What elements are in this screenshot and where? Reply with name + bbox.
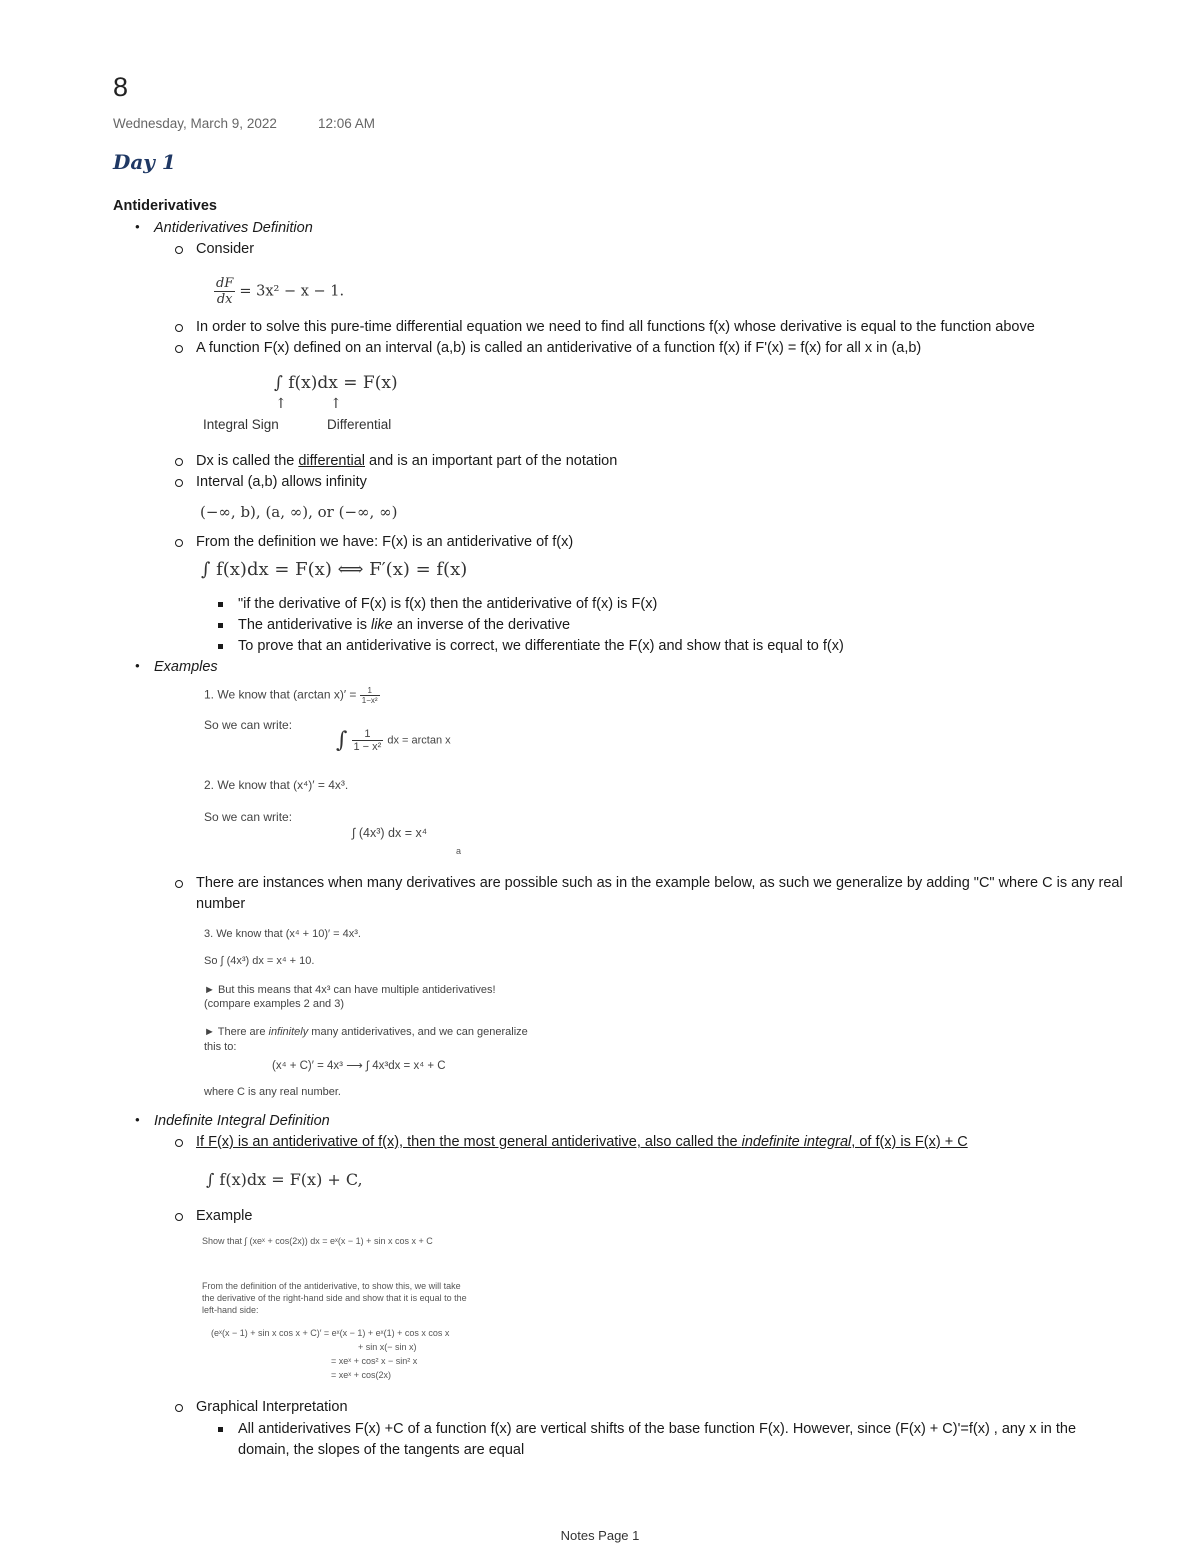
indefinite-integral-math: ∫ f(x)dx = F(x) + C,	[206, 1170, 363, 1189]
item-solve-text: In order to solve this pure-time differential equation we need to find all functions f(x) whose derivative is equal to the function above	[196, 319, 1035, 335]
integral-sign: ∫	[336, 728, 348, 753]
example-3-so: So ∫ (4x³) dx = x⁴ + 10.	[204, 955, 315, 967]
label-differential: Differential	[327, 417, 392, 432]
item-example: Example	[196, 1208, 253, 1224]
fraction-numerator: dF	[216, 276, 234, 291]
sub-bullet-prove: To prove that an antiderivative is correct, we differentiate the F(x) and show that is equal to f(x)	[238, 638, 844, 654]
indef-def-post: , of f(x) is F(x) + C	[851, 1134, 968, 1150]
fraction-dF-dx	[214, 276, 235, 307]
item-function-definition: A function F(x) defined on an interval (a,b) is called an antiderivative of a function f(x) if F'(x) = f(x) for all x in (a,b)	[196, 340, 922, 356]
page-footer: Notes Page 1	[560, 1528, 640, 1543]
example-1-int-den: 1 − x²	[353, 741, 382, 753]
item-instances: There are instances when many derivatives are possible such as in the example below, as such we generalize by adding "C" where C is any real	[196, 875, 1123, 891]
equivalence-math: ∫ f(x)dx = F(x) ⟺ F′(x) = f(x)	[201, 559, 468, 580]
example-2-line: 2. We know that (x⁴)′ = 4x³.	[204, 778, 349, 792]
item-instances-continued: number	[196, 896, 246, 912]
derivation-line-3: = xeˣ + cos² x − sin² x	[331, 1356, 418, 1366]
example-3-there	[204, 1026, 528, 1038]
example-1-write: So we can write:	[204, 718, 293, 732]
example-3-there-pre: ► There are	[204, 1026, 269, 1038]
arrow-differential: ↑	[330, 396, 342, 412]
example-1-int-rhs: dx = arctan x	[387, 734, 451, 747]
from-definition-line-3: left-hand side:	[202, 1305, 259, 1315]
equation-dF-dx	[214, 276, 344, 307]
from-definition-line-2: the derivative of the right-hand side and show that it is equal to the	[202, 1293, 467, 1303]
example-3-line: 3. We know that (x⁴ + 10)′ = 4x³.	[204, 928, 361, 940]
example-1-int-num: 1	[352, 728, 384, 741]
arrow-integral-sign: ↑	[275, 396, 287, 412]
example-3-there-post: many antiderivatives, and we can generalize	[308, 1026, 528, 1038]
bullet-examples: • Examples	[154, 659, 218, 675]
item-graphical-interpretation: Graphical Interpretation	[196, 1399, 348, 1415]
dx-text-word: differential	[298, 453, 365, 469]
interval-math: (−∞, b), (a, ∞), or (−∞, ∞)	[200, 503, 398, 521]
indef-def-italic: indefinite integral	[741, 1134, 852, 1150]
example-2-integral: ∫ (4x³) dx = x⁴	[352, 826, 428, 840]
example-2-write: So we can write:	[204, 810, 293, 824]
sub-bullet-if-derivative: "if the derivative of F(x) is f(x) then the antiderivative of f(x) is F(x)	[238, 596, 658, 612]
example-3-compare: (compare examples 2 and 3)	[204, 998, 345, 1010]
inverse-pre: The antiderivative is	[238, 617, 371, 633]
notation-equation: ∫ f(x)dx = F(x)	[274, 373, 398, 393]
example-3-where: where C is any real number.	[204, 1086, 341, 1098]
example-3-there-italic: infinitely	[268, 1026, 309, 1038]
derivation-line-2: + sin x(− sin x)	[358, 1342, 417, 1352]
example-3-general: (x⁴ + C)′ = 4x³ ⟶ ∫ 4x³dx = x⁴ + C	[272, 1060, 446, 1072]
example-3-thisto: this to:	[204, 1041, 237, 1053]
inverse-italic: like	[370, 617, 393, 633]
item-indefinite-definition	[196, 1134, 968, 1150]
item-interval-infinity: Interval (a,b) allows infinity	[196, 474, 367, 490]
sub-bullet-vertical-shifts-continued: domain, the slopes of the tangents are equal	[238, 1442, 525, 1458]
example-1-int-fraction	[352, 728, 384, 753]
example-1-text: 1. We know that (arctan x)′ =	[204, 687, 357, 702]
example-1-fraction	[360, 686, 380, 705]
show-that-line: Show that ∫ (xeˣ + cos(2x)) dx = eˣ(x − 1) + sin x cos x + C	[202, 1236, 433, 1246]
derivation-line-4: = xeˣ + cos(2x)	[331, 1370, 391, 1380]
example-1-integral	[336, 728, 451, 753]
fraction-denominator: dx	[216, 292, 233, 307]
note-date: Wednesday, March 9, 2022	[113, 116, 277, 131]
item-from-definition: From the definition we have: F(x) is an antiderivative of f(x)	[196, 534, 574, 550]
derivation-line-1: (eˣ(x − 1) + sin x cos x + C)′ = eˣ(x − 1) + eˣ(1) + cos x cos x	[211, 1328, 450, 1338]
day-heading: Day 1	[113, 150, 176, 174]
dx-text-pre: Dx is called the	[196, 453, 299, 469]
equation-rhs: = 3x² − x − 1.	[239, 283, 345, 300]
example-1-fraction-num: 1	[360, 686, 380, 696]
dx-text-post: and is an important part of the notation	[365, 453, 618, 469]
note-time: 12:06 AM	[318, 116, 376, 131]
section-heading: Antiderivatives	[113, 198, 217, 214]
example-3-but: ► But this means that 4x³ can have multiple antiderivatives!	[204, 984, 496, 996]
item-consider: Consider	[196, 241, 255, 257]
example-1-line	[204, 686, 380, 705]
inverse-post: an inverse of the derivative	[392, 617, 571, 633]
from-definition-line-1: From the definition of the antiderivative, to show this, we will take	[202, 1281, 461, 1291]
bullet-indefinite-integral: • Indefinite Integral Definition	[154, 1113, 330, 1129]
label-integral-sign: Integral Sign	[203, 417, 279, 432]
indef-def-pre: If F(x) is an antiderivative of f(x), then the most general antiderivative, also called the	[196, 1134, 742, 1150]
item-dx-differential	[196, 453, 617, 469]
sub-bullet-inverse	[238, 617, 570, 633]
example-2-mark: a	[456, 846, 462, 856]
bullet-antiderivatives-definition: • Antiderivatives Definition	[154, 220, 313, 236]
page-title: 8	[113, 72, 129, 102]
sub-bullet-vertical-shifts: All antiderivatives F(x) +C of a function f(x) are vertical shifts of the base function F(x). However, since (F(x) + C)'=f(x) , any x in the	[238, 1421, 1077, 1437]
example-1-fraction-den: 1−x²	[361, 696, 378, 705]
